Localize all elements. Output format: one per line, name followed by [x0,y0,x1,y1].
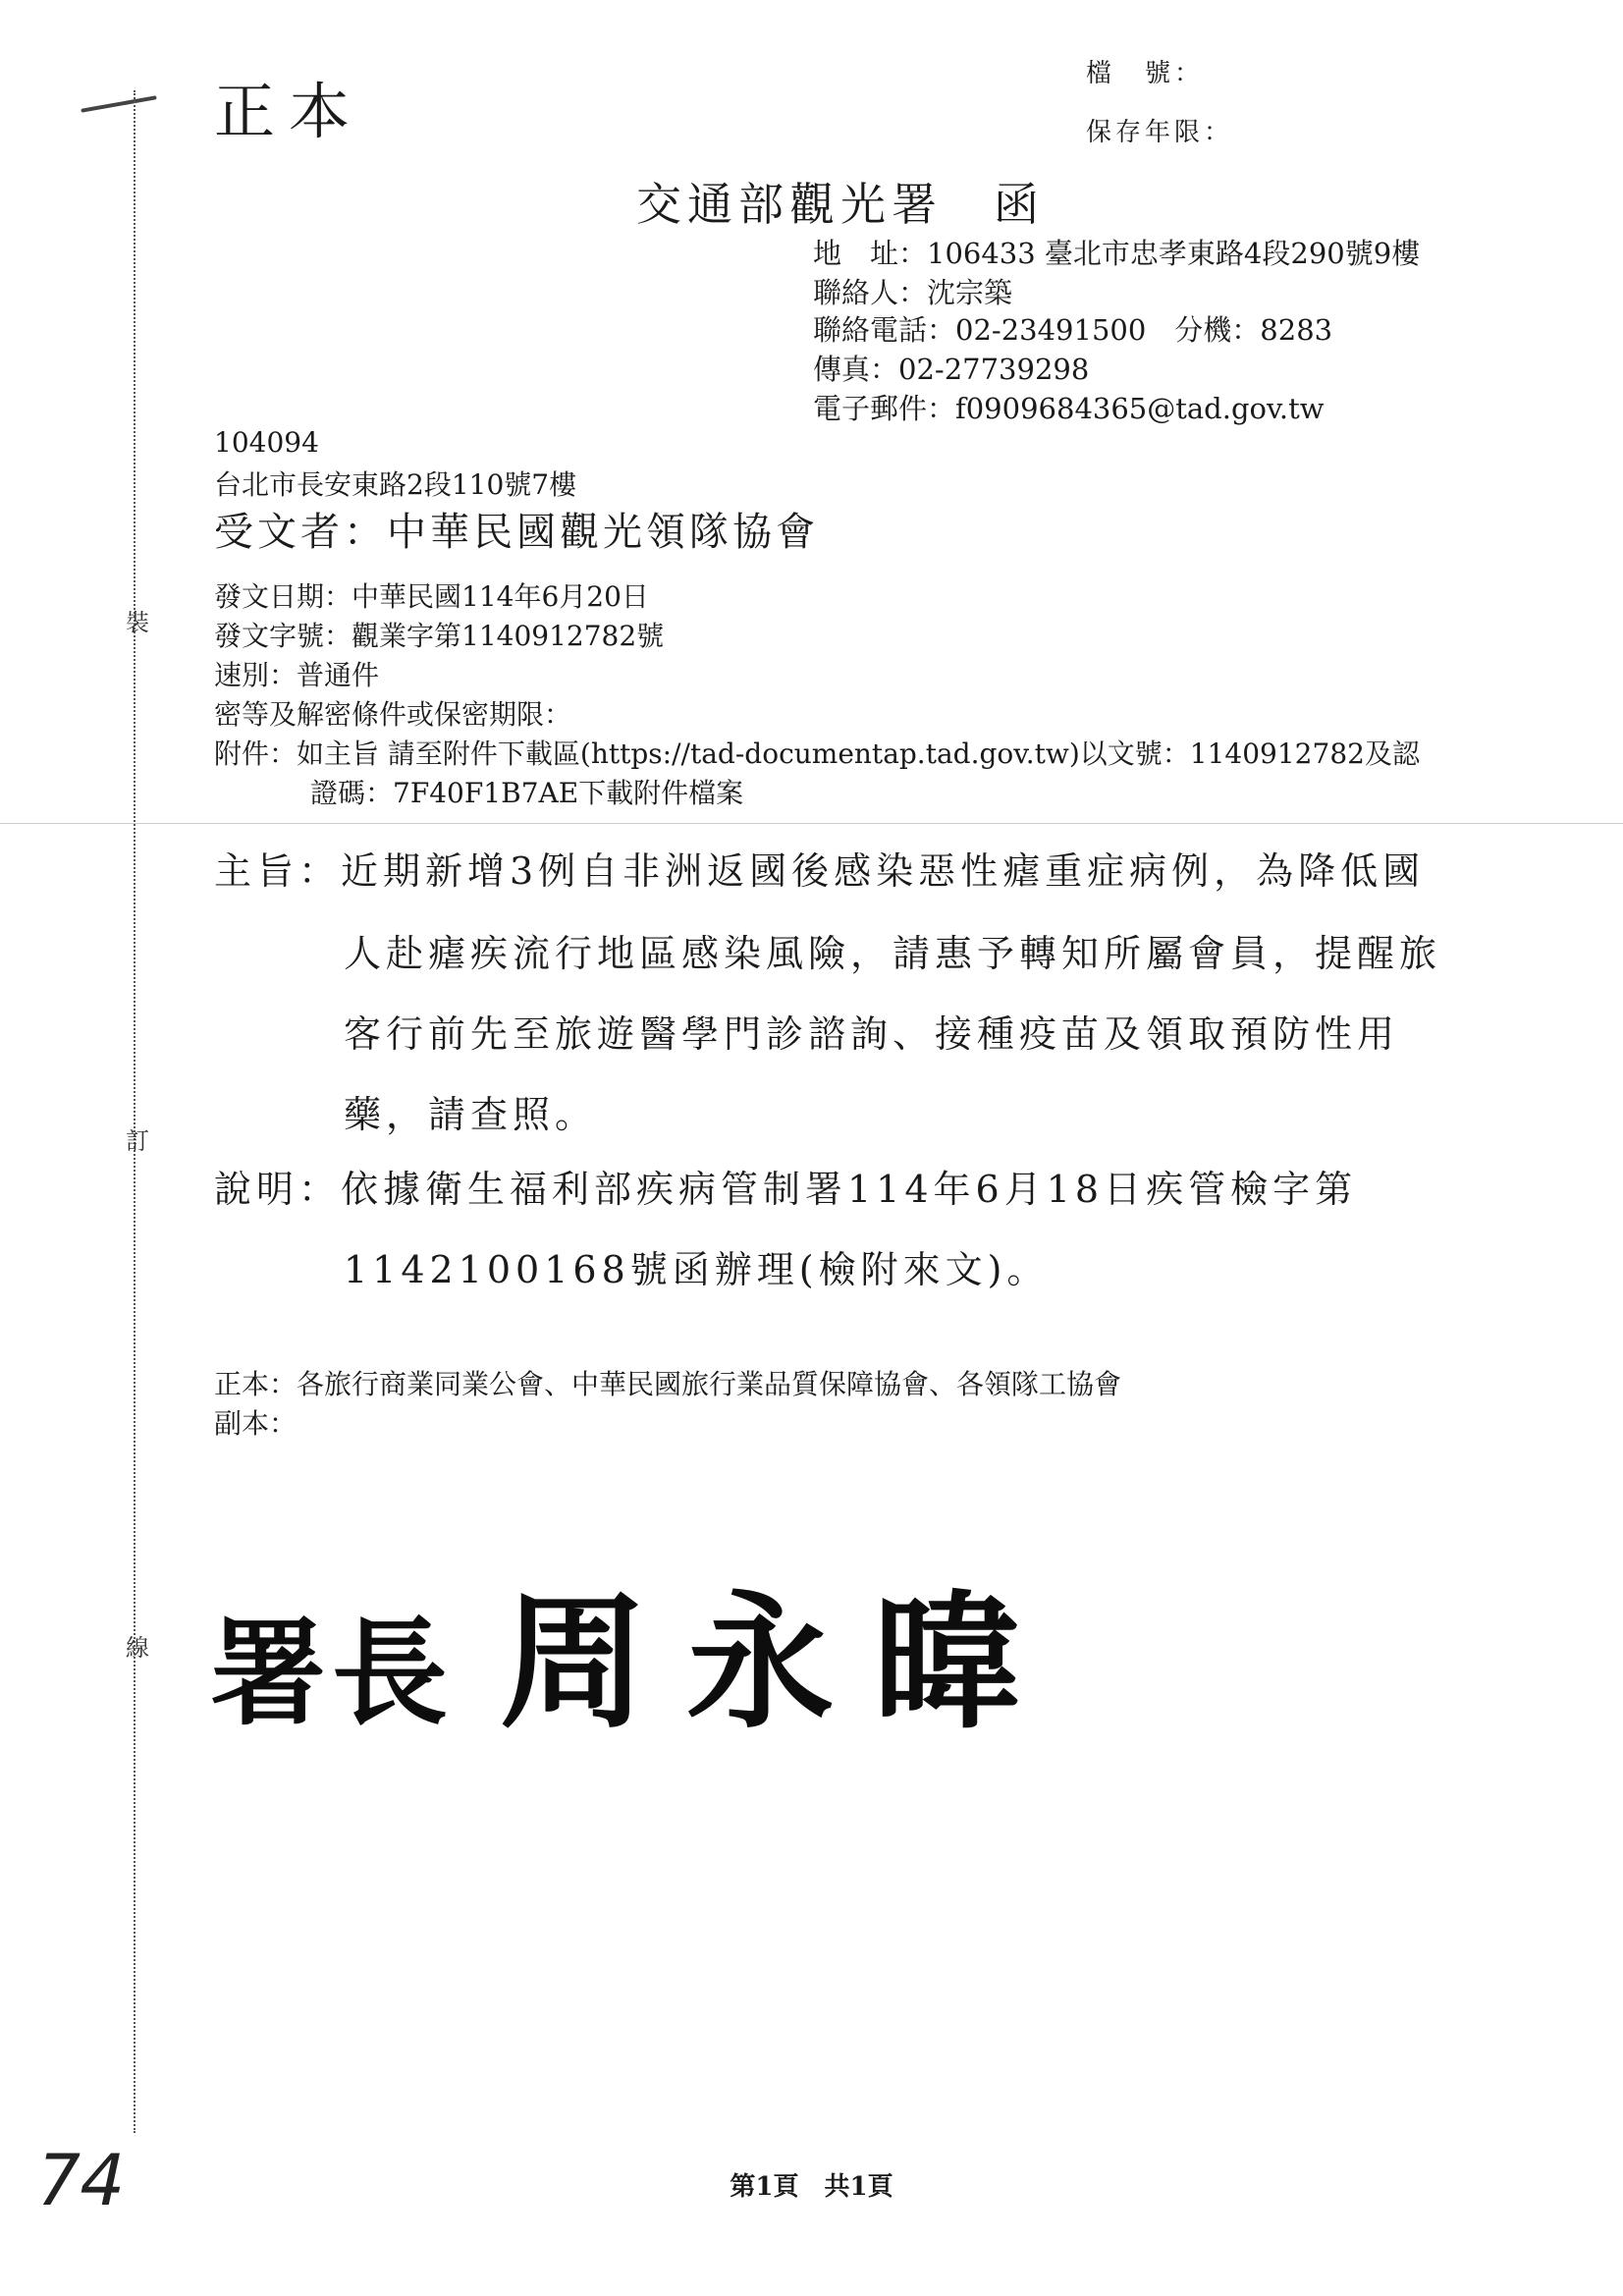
staple-mark [81,95,157,112]
delivery-speed: 速別：普通件 [214,659,380,691]
recipient-name: 受文者：中華民國觀光領隊協會 [214,510,819,555]
file-number-label: 檔 號： [1086,59,1205,88]
page-number: 第1頁 共1頁 [730,2172,893,2202]
document-title: 交通部觀光署 函 [636,178,1045,231]
explanation-line-1: 說明：依據衛生福利部疾病管制署114年6月18日疾管檢字第 [214,1168,1358,1211]
director-signature [210,1544,1059,1756]
copy-recipients: 副本： [214,1407,298,1440]
attachment-line-1: 附件：如主旨 請至附件下載區(https://tad-documentap.tad.gov.tw)以文號：1140912782及認 [214,738,1420,770]
sender-address: 地 址：106433 臺北市忠孝東路4段290號9樓 [813,237,1421,270]
security-level: 密等及解密條件或保密期限： [214,698,572,731]
binding-mark-ding: 訂 [126,1127,149,1155]
handwritten-page-note: 74 [27,2139,135,2221]
recipient-address: 台北市長安東路2段110號7樓 [214,468,577,501]
binding-line [134,90,135,2133]
retention-period-label: 保存年限： [1086,118,1234,147]
signature-title: 署長 [210,1605,455,1741]
recipient-postal-code: 104094 [214,426,319,459]
explanation-line-2: 1142100168號函辦理(檢附來文)。 [344,1248,1050,1291]
subject-line-4: 藥，請查照。 [344,1093,598,1136]
subject-line-2: 人赴瘧疾流行地區感染風險，請惠予轉知所屬會員，提醒旅 [344,932,1442,975]
subject-line-1: 主旨：近期新增3例自非洲返國後感染惡性瘧重症病例，為降低國 [214,849,1426,893]
original-copy-stamp: 正本 [214,76,364,147]
signature-name: 周永暐 [500,1576,1060,1749]
binding-mark-xian: 線 [126,1634,149,1662]
sender-contact: 聯絡人：沈宗築 [813,276,1013,309]
sender-email: 電子郵件：f0909684365@tad.gov.tw [813,392,1325,425]
scan-fold-line [0,823,1623,824]
attachment-line-2: 證碼：7F40F1B7AE下載附件檔案 [310,777,744,809]
binding-mark-zhuang: 裝 [126,609,149,636]
original-recipients: 正本：各旅行商業同業公會、中華民國旅行業品質保障協會、各領隊工協會 [214,1368,1122,1400]
document-number: 發文字號：觀業字第1140912782號 [214,620,665,652]
issue-date: 發文日期：中華民國114年6月20日 [214,580,649,613]
subject-line-3: 客行前先至旅遊醫學門診諮詢、接種疫苗及領取預防性用 [344,1012,1400,1056]
sender-phone: 聯絡電話：02-23491500 分機：8283 [813,313,1333,347]
sender-fax: 傳真：02-27739298 [813,353,1090,386]
